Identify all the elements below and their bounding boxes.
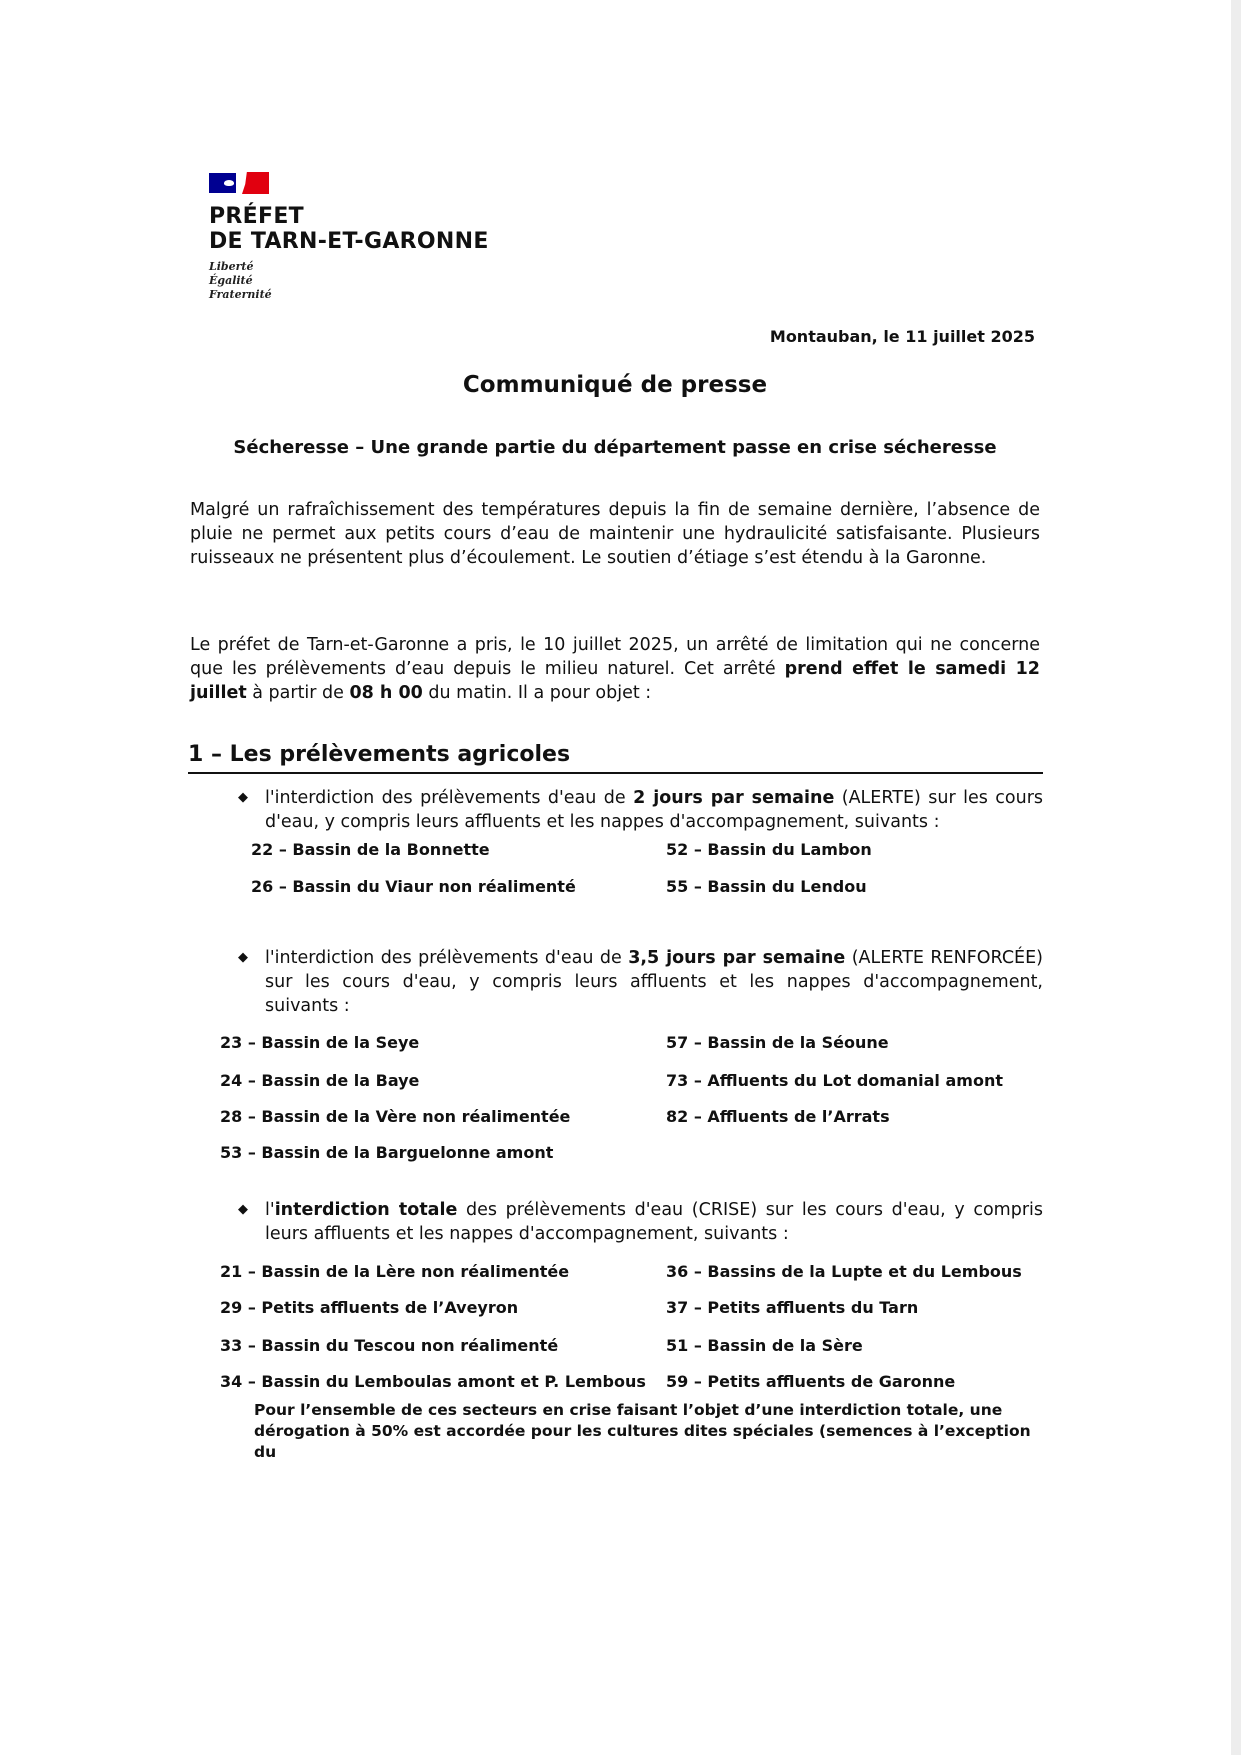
basin-item: 28 – Bassin de la Vère non réalimentée <box>220 1107 571 1126</box>
basin-item: 24 – Bassin de la Baye <box>220 1071 420 1090</box>
motto-liberte: Liberté <box>209 260 254 273</box>
motto-egalite: Égalité <box>209 274 253 287</box>
section-underline <box>188 772 1043 774</box>
org-name-line1: PRÉFET <box>209 204 304 229</box>
bullet-diamond-icon: ◆ <box>238 950 248 965</box>
decree-text-3: du matin. Il a pour objet : <box>422 683 652 703</box>
crise-derogation-note: Pour l’ensemble de ces secteurs en crise faisant l’objet d’une interdiction totale, une dérogation à 50% est accordée pour les cultures dites spéciales (semences à l’exception du <box>254 1401 1031 1461</box>
bullet-diamond-icon: ◆ <box>238 790 248 805</box>
decree-text-1: Le préfet de Tarn-et-Garonne a pris, le 10 juillet 2025, un arrêté de limitation qui ne concerne que les prélèvements d’eau depuis le milieu naturel. Cet arrêté <box>190 635 1040 679</box>
basin-item: 23 – Bassin de la Seye <box>220 1033 420 1052</box>
basin-item: 55 – Bassin du Lendou <box>666 877 867 896</box>
bullet-alerte-renforcee-text: l'interdiction des prélèvements d'eau de 3,5 jours par semaine (ALERTE RENFORCÉE) sur les cours d'eau, y compris leurs affluents et les nappes d'accompagnement, suivants : <box>265 948 1043 1016</box>
bullet-diamond-icon: ◆ <box>238 1202 248 1217</box>
basin-item: 51 – Bassin de la Sère <box>666 1336 863 1355</box>
decree-paragraph <box>190 633 1040 705</box>
basin-item: 21 – Bassin de la Lère non réalimentée <box>220 1262 570 1281</box>
document-title: Communiqué de presse <box>462 372 768 398</box>
decree-effect-time: 08 h 00 <box>349 683 423 703</box>
basin-item: 52 – Bassin du Lambon <box>666 840 872 859</box>
intro-paragraph: Malgré un rafraîchissement des températures depuis la fin de semaine dernière, l’absence de pluie ne permet aux petits cours d’eau de maintenir une hydraulicité satisfaisante. Plusieurs ruisseaux ne présentent plus d’écoulement. Le soutien d’étiage s’est étendu à la Garonne. <box>190 500 1040 568</box>
basin-item: 53 – Bassin de la Barguelonne amont <box>220 1143 554 1162</box>
bullet-crise-text: l'interdiction totale des prélèvements d'eau (CRISE) sur les cours d'eau, y compris leurs affluents et les nappes d'accompagnement, suivants : <box>265 1200 1044 1244</box>
decree-text-2: à partir de <box>246 683 350 703</box>
basin-item: 34 – Bassin du Lemboulas amont et P. Lembous <box>220 1372 646 1391</box>
marianne-flag-icon <box>209 172 275 196</box>
basin-item: 57 – Bassin de la Séoune <box>666 1033 889 1052</box>
basin-item: 33 – Bassin du Tescou non réalimenté <box>220 1336 559 1355</box>
basin-item: 22 – Bassin de la Bonnette <box>251 840 490 859</box>
basin-item: 26 – Bassin du Viaur non réalimenté <box>251 877 576 896</box>
decree-effect-date: prend effet le samedi 12 juillet <box>190 659 1040 703</box>
prefecture-logo <box>209 172 489 302</box>
basin-item: 36 – Bassins de la Lupte et du Lembous <box>666 1262 1022 1281</box>
bullet-alerte-text: l'interdiction des prélèvements d'eau de 2 jours par semaine (ALERTE) sur les cours d'eau, y compris leurs affluents et les nappes d'accompagnement, suivants : <box>265 788 1044 832</box>
republic-motto <box>209 260 489 302</box>
motto-fraternite: Fraternité <box>209 288 272 301</box>
section-heading-agricultural: 1 – Les prélèvements agricoles <box>188 742 571 767</box>
basin-item: 29 – Petits affluents de l’Aveyron <box>220 1298 519 1317</box>
org-name-line2: DE TARN-ET-GARONNE <box>209 229 489 254</box>
date-line: Montauban, le 11 juillet 2025 <box>769 327 1035 346</box>
page-edge-shadow <box>1231 0 1241 1755</box>
press-release-subject: Sécheresse – Une grande partie du département passe en crise sécheresse <box>233 437 997 458</box>
basin-item: 82 – Affluents de l’Arrats <box>666 1107 890 1126</box>
basin-item: 73 – Affluents du Lot domanial amont <box>666 1071 1003 1090</box>
basin-item: 59 – Petits affluents de Garonne <box>666 1372 956 1391</box>
organization-name <box>209 204 489 254</box>
basin-item: 37 – Petits affluents du Tarn <box>666 1298 919 1317</box>
